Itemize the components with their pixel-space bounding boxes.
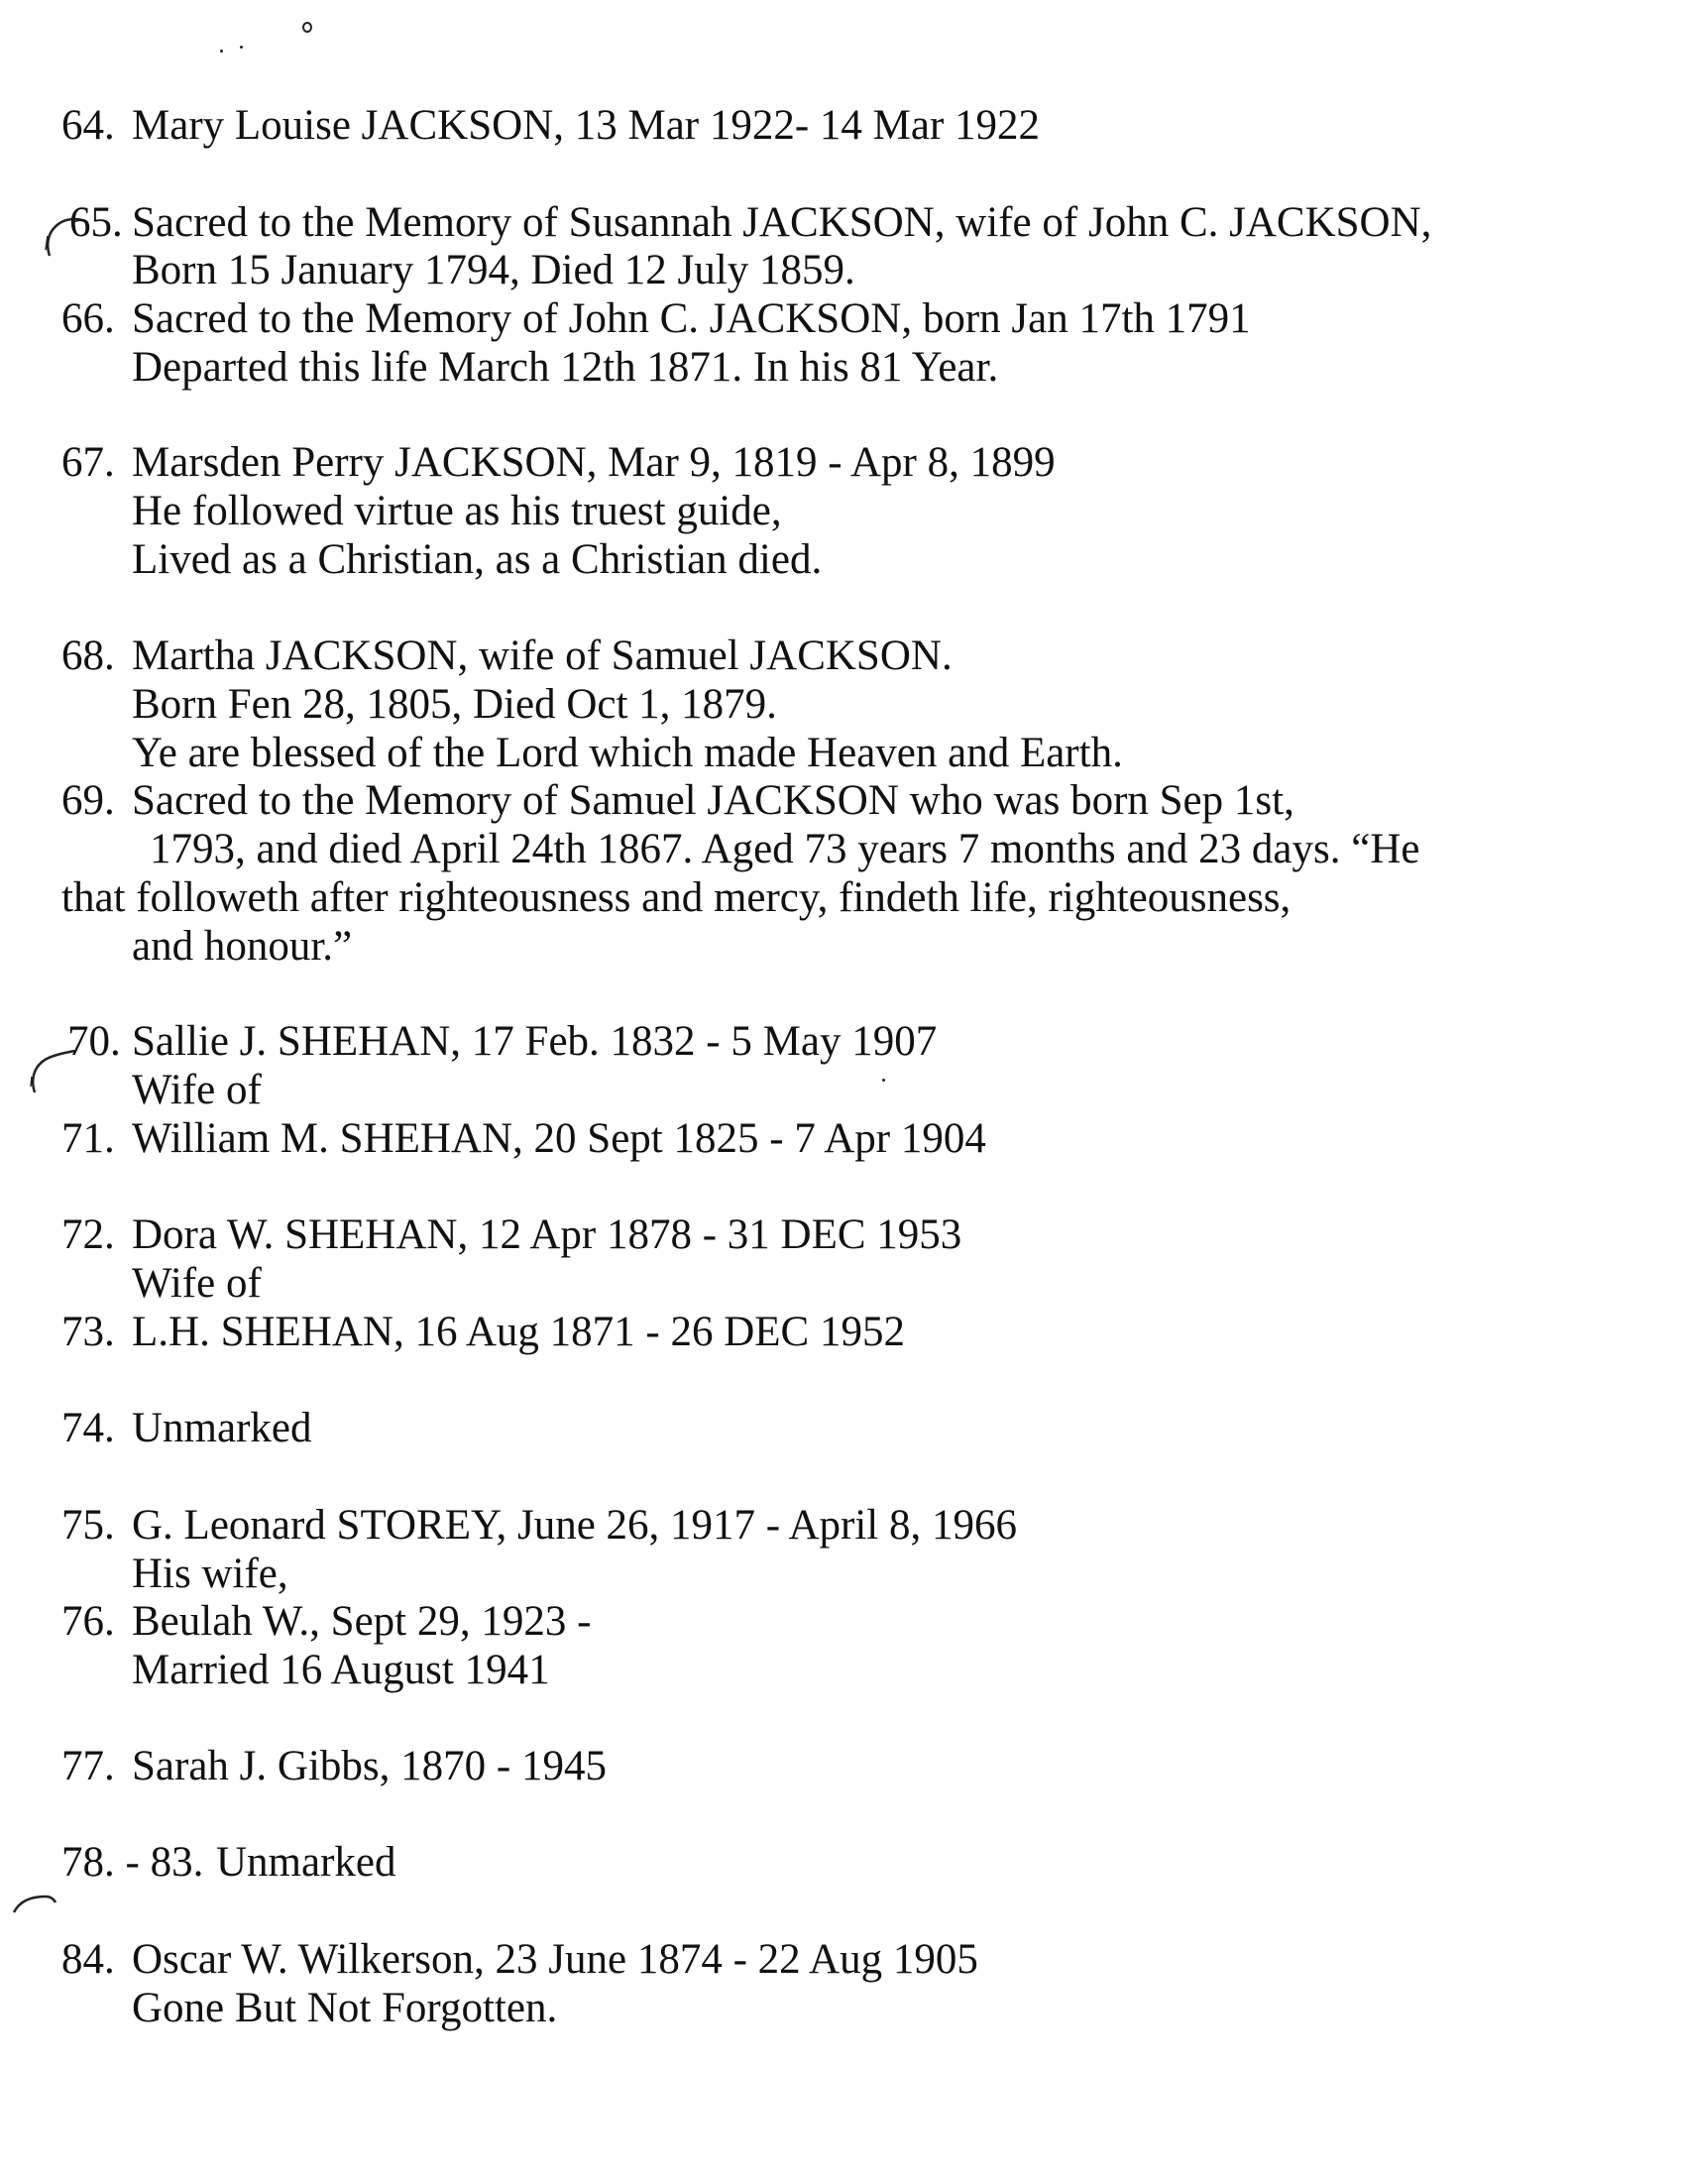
scan-speck <box>240 46 243 49</box>
entry-75-line-2: His wife, <box>132 1551 288 1597</box>
entry-70-line-2: Wife of <box>132 1067 262 1113</box>
entry-70-line-1: Sallie J. SHEHAN, 17 Feb. 1832 - 5 May 1907 <box>132 1018 938 1065</box>
entry-66-number: 66. <box>61 295 115 342</box>
entry-75-line-1: G. Leonard STOREY, June 26, 1917 - April 8, 1966 <box>132 1502 1018 1549</box>
entry-69-number: 69. <box>61 777 115 824</box>
pencil-mark-icon <box>10 1889 59 1918</box>
entry-73-line-1: L.H. SHEHAN, 16 Aug 1871 - 26 DEC 1952 <box>132 1309 905 1355</box>
entry-74-line-1: Unmarked <box>132 1405 312 1451</box>
entry-71-line-1: William M. SHEHAN, 20 Sept 1825 - 7 Apr 1904 <box>132 1115 986 1162</box>
entry-66-line-2: Departed this life March 12th 1871. In his 81 Year. <box>132 344 999 391</box>
entry-65-line-1: Sacred to the Memory of Susannah JACKSON, wife of John C. JACKSON, <box>132 199 1432 246</box>
entry-70-number: 70. <box>67 1018 121 1065</box>
entry-67-number: 67. <box>61 439 115 486</box>
entry-72-line-1: Dora W. SHEHAN, 12 Apr 1878 - 31 DEC 1953 <box>132 1211 962 1258</box>
entry-75-number: 75. <box>61 1502 115 1549</box>
entry-68-number: 68. <box>61 632 115 679</box>
entry-65-number: 65. <box>69 199 123 246</box>
entry-72-line-2: Wife of <box>132 1260 262 1307</box>
entry-67-line-3: Lived as a Christian, as a Christian died. <box>132 536 823 583</box>
entry-72-number: 72. <box>61 1211 115 1258</box>
entry-76-line-1: Beulah W., Sept 29, 1923 - <box>132 1598 592 1645</box>
entry-74-number: 74. <box>61 1405 115 1451</box>
entry-69-line-3: that followeth after righteousness and mercy, findeth life, righteousness, <box>61 874 1292 921</box>
entry-76-line-2: Married 16 August 1941 <box>132 1647 550 1693</box>
entry-69-line-4: and honour.” <box>132 923 353 970</box>
entry-69-line-1: Sacred to the Memory of Samuel JACKSON who was born Sep 1st, <box>132 777 1294 824</box>
scan-speck <box>302 22 312 33</box>
entry-77-line-1: Sarah J. Gibbs, 1870 - 1945 <box>132 1743 607 1789</box>
entry-69-line-2: 1793, and died April 24th 1867. Aged 73 years 7 months and 23 days. “He <box>150 826 1420 872</box>
entry-78-83-line-1: Unmarked <box>216 1839 396 1886</box>
entry-71-number: 71. <box>61 1115 115 1162</box>
entry-64-line-1: Mary Louise JACKSON, 13 Mar 1922- 14 Mar 1922 <box>132 102 1041 149</box>
entry-68-line-2: Born Fen 28, 1805, Died Oct 1, 1879. <box>132 681 777 728</box>
entry-65-line-2: Born 15 January 1794, Died 12 July 1859. <box>132 247 855 293</box>
entry-84-line-1: Oscar W. Wilkerson, 23 June 1874 - 22 Aug 1905 <box>132 1936 978 1983</box>
entry-66-line-1: Sacred to the Memory of John C. JACKSON, born Jan 17th 1791 <box>132 295 1251 342</box>
entry-78-83-number: 78. - 83. <box>61 1839 204 1886</box>
scan-speck <box>220 50 223 53</box>
entry-68-line-1: Martha JACKSON, wife of Samuel JACKSON. <box>132 632 953 679</box>
entry-77-number: 77. <box>61 1743 115 1789</box>
entry-67-line-2: He followed virtue as his truest guide, <box>132 488 782 534</box>
entry-73-number: 73. <box>61 1309 115 1355</box>
scan-speck <box>882 1079 885 1082</box>
entry-84-number: 84. <box>61 1936 115 1983</box>
entry-76-number: 76. <box>61 1598 115 1645</box>
entry-64-number: 64. <box>61 102 115 149</box>
entry-67-line-1: Marsden Perry JACKSON, Mar 9, 1819 - Apr 8, 1899 <box>132 439 1056 486</box>
entry-84-line-2: Gone But Not Forgotten. <box>132 1985 558 2031</box>
entry-68-line-3: Ye are blessed of the Lord which made Heaven and Earth. <box>132 730 1123 776</box>
